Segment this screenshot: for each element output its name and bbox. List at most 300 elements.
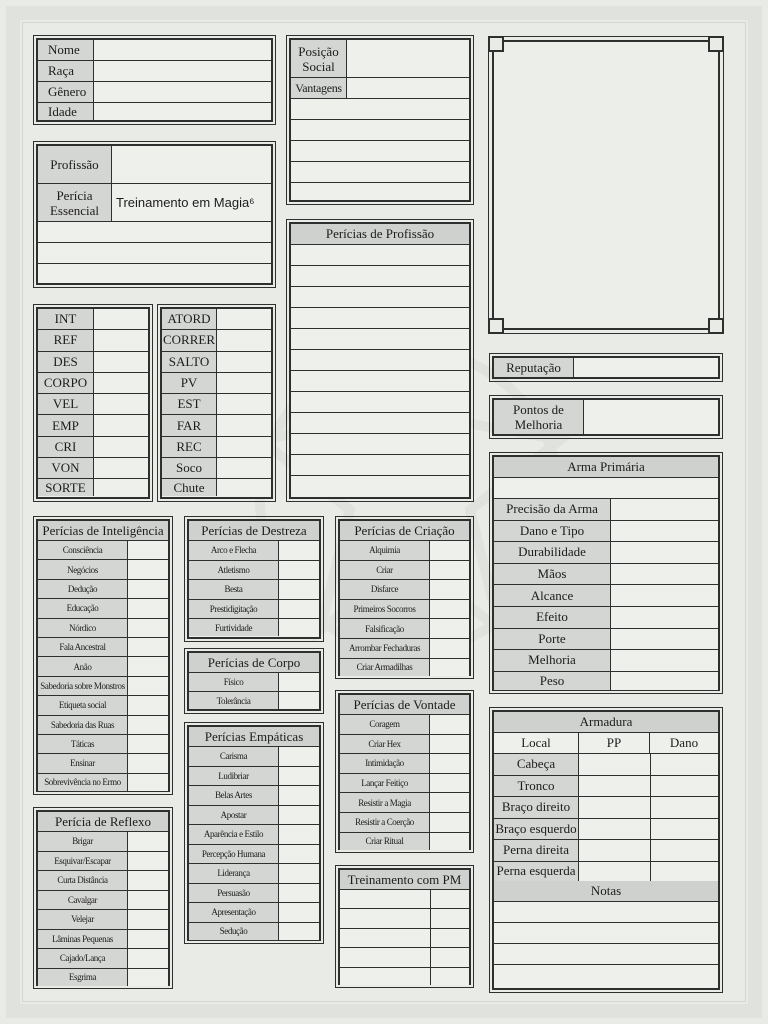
- will-skill-row: [340, 833, 469, 850]
- will-skill-row: [340, 754, 469, 774]
- stat-value-field[interactable]: [94, 479, 148, 496]
- intelligence-skill-label: Consciência: [38, 541, 128, 559]
- profession-skill-line[interactable]: [291, 350, 469, 371]
- profession-skill-line[interactable]: [291, 308, 469, 329]
- stat-row: [38, 415, 148, 436]
- intelligence-skill-label: Etiqueta social: [38, 696, 128, 714]
- will-skill-value-field[interactable]: [430, 813, 469, 832]
- intelligence-skill-value-field[interactable]: [128, 716, 168, 734]
- reflex-skill-value-field[interactable]: [128, 930, 168, 949]
- stat-value-field[interactable]: [94, 373, 148, 393]
- reflex-skill-label: Brigar: [38, 832, 128, 851]
- empathy-skill-row: [189, 825, 319, 845]
- empathy-skill-label: Carisma: [189, 747, 279, 766]
- empathy-skill-value-field[interactable]: [279, 825, 319, 844]
- weapon-attr-label: Durabilidade: [494, 542, 611, 563]
- stat-label: INT: [38, 309, 94, 329]
- stat-value-field[interactable]: [94, 309, 148, 329]
- profession-skill-line[interactable]: [291, 455, 469, 476]
- weapon-attr-label: Mãos: [494, 564, 611, 585]
- reflex-skill-value-field[interactable]: [128, 949, 168, 968]
- notes-line[interactable]: [494, 923, 718, 944]
- body-skills-box: [187, 651, 321, 711]
- profession-line[interactable]: [38, 243, 271, 264]
- reflex-skill-row: [38, 910, 168, 930]
- reflex-skill-row: [38, 930, 168, 950]
- weapon-box: [492, 455, 720, 691]
- derived-stat-value-field[interactable]: [217, 330, 271, 350]
- stat-row: [38, 458, 148, 479]
- portrait-frame[interactable]: [492, 40, 720, 330]
- derived-stat-row: [162, 394, 271, 415]
- reflex-skill-value-field[interactable]: [128, 871, 168, 890]
- intelligence-skill-row: [38, 619, 168, 638]
- armor-location-value-field[interactable]: [579, 840, 651, 861]
- will-skills-box: [338, 693, 471, 850]
- intelligence-skill-label: Anão: [38, 657, 128, 675]
- stat-value-field[interactable]: [94, 458, 148, 478]
- derived-stat-value-field[interactable]: [217, 479, 271, 496]
- stat-row: [38, 479, 148, 496]
- empathy-skill-label: Persuasão: [189, 884, 279, 903]
- intelligence-skill-label: Ensinar: [38, 754, 128, 772]
- will-title: Perícias de Vontade: [340, 695, 469, 715]
- dexterity-skill-value-field[interactable]: [279, 619, 319, 636]
- weapon-attr-label: Efeito: [494, 607, 611, 628]
- pm-training-value-field-2[interactable]: [431, 890, 469, 908]
- label-pericia-essencial: Perícia Essencial: [38, 184, 112, 221]
- crafting-skill-value-field[interactable]: [430, 580, 469, 599]
- nome-field[interactable]: [94, 40, 271, 60]
- crafting-skill-value-field[interactable]: [430, 659, 469, 676]
- reflex-skill-label: Cajado/Lança: [38, 949, 128, 968]
- derived-stats-box: [160, 307, 273, 499]
- profession-skill-line[interactable]: [291, 329, 469, 350]
- stat-label: VON: [38, 458, 94, 478]
- empathy-skill-value-field[interactable]: [279, 923, 319, 940]
- idade-field[interactable]: [94, 103, 271, 120]
- dexterity-skill-value-field[interactable]: [279, 580, 319, 599]
- dexterity-skill-value-field[interactable]: [279, 600, 319, 619]
- empathy-skill-row: [189, 884, 319, 904]
- empathy-skill-value-field[interactable]: [279, 747, 319, 766]
- profession-skill-line[interactable]: [291, 266, 469, 287]
- will-skill-label: Resistir a Coerção: [340, 813, 430, 832]
- stats-box: [36, 307, 150, 499]
- label-vantagens: Vantagens: [291, 78, 347, 98]
- armor-location-value-field-2[interactable]: [651, 840, 718, 861]
- intelligence-skill-label: Sabedoria das Ruas: [38, 716, 128, 734]
- empathy-skill-value-field[interactable]: [279, 884, 319, 903]
- profession-skills-box: [289, 222, 471, 499]
- reflex-skill-label: Lâminas Pequenas: [38, 930, 128, 949]
- will-skill-row: [340, 774, 469, 794]
- profession-skill-line[interactable]: [291, 245, 469, 266]
- armor-location-value-field[interactable]: [579, 797, 651, 818]
- crafting-skill-row: [340, 561, 469, 581]
- weapon-attr-value-field[interactable]: [611, 672, 718, 690]
- body-skill-value-field[interactable]: [279, 673, 319, 691]
- reflex-skill-value-field[interactable]: [128, 891, 168, 910]
- weapon-attr-label: Dano e Tipo: [494, 521, 611, 542]
- stat-label: EMP: [38, 415, 94, 435]
- body-skill-label: Físico: [189, 673, 279, 691]
- weapon-attr-row: [494, 499, 718, 521]
- stat-value-field[interactable]: [94, 437, 148, 457]
- weapon-title: Arma Primária: [494, 457, 718, 478]
- stat-value-field[interactable]: [94, 415, 148, 435]
- weapon-attr-value-field[interactable]: [611, 629, 718, 650]
- intelligence-skill-value-field[interactable]: [128, 619, 168, 637]
- derived-stat-value-field[interactable]: [217, 415, 271, 435]
- vantagens-line[interactable]: [291, 162, 469, 183]
- body-title: Perícias de Corpo: [189, 653, 319, 673]
- empathy-skills-box: [187, 725, 321, 941]
- intelligence-skill-value-field[interactable]: [128, 774, 168, 791]
- body-skill-row: [189, 673, 319, 692]
- intelligence-skill-row: [38, 560, 168, 579]
- genero-field[interactable]: [94, 82, 271, 102]
- weapon-attr-value-field[interactable]: [611, 585, 718, 606]
- crafting-skill-label: Primeiros Socorros: [340, 600, 430, 619]
- will-skill-row: [340, 813, 469, 833]
- intelligence-skill-label: Educação: [38, 599, 128, 617]
- body-skill-label: Tolerância: [189, 692, 279, 709]
- weapon-attr-row: [494, 672, 718, 690]
- derived-stat-value-field[interactable]: [217, 309, 271, 329]
- weapon-attr-row: [494, 564, 718, 586]
- stat-row: [38, 309, 148, 330]
- will-skill-value-field[interactable]: [430, 735, 469, 754]
- notes-line[interactable]: [494, 944, 718, 965]
- reflex-skill-value-field[interactable]: [128, 832, 168, 851]
- profession-line[interactable]: [38, 264, 271, 283]
- will-skill-value-field[interactable]: [430, 793, 469, 812]
- will-skill-label: Criar Hex: [340, 735, 430, 754]
- notes-line[interactable]: [494, 965, 718, 983]
- reflex-skill-row: [38, 832, 168, 852]
- label-reputacao: Reputação: [494, 358, 574, 377]
- dexterity-skill-row: [189, 580, 319, 600]
- will-skill-row: [340, 735, 469, 755]
- empathy-skill-row: [189, 923, 319, 940]
- posicao-social-field[interactable]: [347, 40, 469, 77]
- pm-training-box: [338, 868, 471, 985]
- reflex-skill-value-field[interactable]: [128, 910, 168, 929]
- empathy-skill-label: Ludibriar: [189, 767, 279, 786]
- stat-value-field[interactable]: [94, 394, 148, 414]
- empathy-skill-value-field[interactable]: [279, 767, 319, 786]
- vantagens-line[interactable]: [291, 99, 469, 120]
- profession-skill-line[interactable]: [291, 413, 469, 434]
- stat-label: SORTE: [38, 479, 94, 496]
- derived-stat-row: [162, 352, 271, 373]
- pm-training-value-field-2[interactable]: [431, 929, 469, 947]
- pm-training-row: [340, 909, 469, 928]
- pm-training-value-field-2[interactable]: [431, 909, 469, 927]
- reflex-skills-box: [36, 810, 170, 986]
- derived-stat-value-field[interactable]: [217, 373, 271, 393]
- reflex-skill-label: Velejar: [38, 910, 128, 929]
- intelligence-skill-value-field[interactable]: [128, 541, 168, 559]
- intelligence-skill-value-field[interactable]: [128, 599, 168, 617]
- frame-corner: [488, 318, 504, 334]
- armor-location-value-field-2[interactable]: [651, 776, 718, 797]
- derived-stat-label: REC: [162, 437, 217, 457]
- profession-skill-line[interactable]: [291, 476, 469, 496]
- intelligence-skill-label: Negócios: [38, 560, 128, 578]
- empathy-skill-row: [189, 747, 319, 767]
- vantagens-line[interactable]: [291, 141, 469, 162]
- empathy-skill-value-field[interactable]: [279, 845, 319, 864]
- dexterity-skill-value-field[interactable]: [279, 541, 319, 560]
- will-skill-value-field[interactable]: [430, 774, 469, 793]
- armor-location-value-field[interactable]: [579, 819, 651, 840]
- empathy-skill-row: [189, 786, 319, 806]
- pm-training-row: [340, 948, 469, 967]
- reflex-skill-value-field[interactable]: [128, 969, 168, 986]
- intelligence-skill-label: Nórdico: [38, 619, 128, 637]
- crafting-skills-box: [338, 519, 471, 676]
- empathy-skill-value-field[interactable]: [279, 903, 319, 922]
- will-skill-label: Resistir a Magia: [340, 793, 430, 812]
- reflex-skill-row: [38, 871, 168, 891]
- pm-training-value-field[interactable]: [340, 968, 431, 985]
- intelligence-skill-label: Táticas: [38, 735, 128, 753]
- crafting-skill-value-field[interactable]: [430, 600, 469, 619]
- crafting-skill-value-field[interactable]: [430, 639, 469, 658]
- derived-stat-row: [162, 330, 271, 351]
- profession-skill-line[interactable]: [291, 434, 469, 455]
- identity-box: [36, 38, 273, 122]
- pm-training-value-field[interactable]: [340, 890, 431, 908]
- dexterity-skill-label: Arco e Flecha: [189, 541, 279, 560]
- profession-line[interactable]: [38, 222, 271, 243]
- stat-label: DES: [38, 352, 94, 372]
- notes-title: Notas: [494, 881, 718, 902]
- crafting-skill-row: [340, 600, 469, 620]
- intelligence-skills-box: [36, 519, 170, 792]
- stat-label: REF: [38, 330, 94, 350]
- weapon-attr-label: Precisão da Arma: [494, 499, 611, 520]
- crafting-skill-row: [340, 541, 469, 561]
- stat-row: [38, 394, 148, 415]
- pm-training-value-field-2[interactable]: [431, 968, 469, 985]
- intelligence-skill-row: [38, 580, 168, 599]
- intelligence-skill-value-field[interactable]: [128, 696, 168, 714]
- intelligence-skill-row: [38, 541, 168, 560]
- armor-col-local: Local: [494, 733, 579, 753]
- weapon-attr-row: [494, 585, 718, 607]
- vantagens-field[interactable]: [347, 78, 469, 98]
- profissao-field[interactable]: [112, 146, 271, 183]
- empathy-skill-value-field[interactable]: [279, 806, 319, 825]
- intelligence-skill-row: [38, 754, 168, 773]
- derived-stat-label: ATORD: [162, 309, 217, 329]
- crafting-skill-row: [340, 659, 469, 676]
- stat-value-field[interactable]: [94, 352, 148, 372]
- intelligence-skill-row: [38, 716, 168, 735]
- stat-label: CRI: [38, 437, 94, 457]
- dexterity-skill-label: Atletismo: [189, 561, 279, 580]
- armor-location-value-field-2[interactable]: [651, 797, 718, 818]
- dexterity-skill-label: Furtividade: [189, 619, 279, 636]
- weapon-attr-value-field[interactable]: [611, 499, 718, 520]
- pm-training-value-field[interactable]: [340, 929, 431, 947]
- armor-location-value-field[interactable]: [579, 776, 651, 797]
- pm-training-row: [340, 929, 469, 948]
- armor-location-row: [494, 819, 718, 841]
- social-box: [289, 38, 471, 202]
- pm-training-value-field[interactable]: [340, 909, 431, 927]
- intelligence-skill-row: [38, 735, 168, 754]
- derived-stat-label: Soco: [162, 458, 217, 478]
- profession-skill-line[interactable]: [291, 371, 469, 392]
- derived-stat-value-field[interactable]: [217, 437, 271, 457]
- improvement-box: [492, 398, 720, 436]
- pm-training-value-field-2[interactable]: [431, 948, 469, 966]
- raca-field[interactable]: [94, 61, 271, 81]
- weapon-attr-label: Porte: [494, 629, 611, 650]
- armor-location-value-field[interactable]: [579, 754, 651, 775]
- weapon-attr-value-field[interactable]: [611, 650, 718, 671]
- empathy-title: Perícias Empáticas: [189, 727, 319, 747]
- armor-location-label: Tronco: [494, 776, 579, 797]
- armor-location-value-field-2[interactable]: [651, 819, 718, 840]
- empathy-skill-row: [189, 806, 319, 826]
- empathy-skill-value-field[interactable]: [279, 786, 319, 805]
- derived-stat-label: SALTO: [162, 352, 217, 372]
- armor-location-row: [494, 776, 718, 798]
- body-skill-row: [189, 692, 319, 709]
- dexterity-skill-label: Prestidigitação: [189, 600, 279, 619]
- empathy-skill-value-field[interactable]: [279, 864, 319, 883]
- pm-training-value-field[interactable]: [340, 948, 431, 966]
- armor-location-value-field-2[interactable]: [651, 862, 718, 881]
- empathy-skill-label: Apostar: [189, 806, 279, 825]
- crafting-skill-value-field[interactable]: [430, 619, 469, 638]
- weapon-attr-value-field[interactable]: [611, 542, 718, 563]
- derived-stat-value-field[interactable]: [217, 458, 271, 478]
- will-skill-row: [340, 793, 469, 813]
- dexterity-skill-value-field[interactable]: [279, 561, 319, 580]
- empathy-skill-label: Sedução: [189, 923, 279, 940]
- derived-stat-value-field[interactable]: [217, 352, 271, 372]
- will-skill-value-field[interactable]: [430, 833, 469, 850]
- intelligence-skill-value-field[interactable]: [128, 754, 168, 772]
- empathy-skill-row: [189, 845, 319, 865]
- intelligence-skill-value-field[interactable]: [128, 580, 168, 598]
- armor-location-label: Perna direita: [494, 840, 579, 861]
- empathy-skill-label: Apresentação: [189, 903, 279, 922]
- vantagens-line[interactable]: [291, 120, 469, 141]
- armor-location-row: [494, 754, 718, 776]
- intelligence-skill-value-field[interactable]: [128, 560, 168, 578]
- weapon-attr-value-field[interactable]: [611, 521, 718, 542]
- derived-stat-row: [162, 415, 271, 436]
- reputation-box: [492, 356, 720, 379]
- stat-row: [38, 373, 148, 394]
- weapon-name-field[interactable]: [494, 478, 718, 499]
- intelligence-skill-value-field[interactable]: [128, 657, 168, 675]
- frame-corner: [708, 36, 724, 52]
- profession-skill-line[interactable]: [291, 287, 469, 308]
- empathy-skill-row: [189, 767, 319, 787]
- derived-stat-value-field[interactable]: [217, 394, 271, 414]
- armor-location-label: Braço esquerdo: [494, 819, 579, 840]
- intelligence-skill-value-field[interactable]: [128, 677, 168, 695]
- armor-location-value-field[interactable]: [579, 862, 651, 881]
- crafting-skill-label: Criar Armadilhas: [340, 659, 430, 676]
- will-skill-value-field[interactable]: [430, 754, 469, 773]
- intelligence-skill-value-field[interactable]: [128, 735, 168, 753]
- intelligence-skill-row: [38, 696, 168, 715]
- derived-stat-label: PV: [162, 373, 217, 393]
- notes-line[interactable]: [494, 902, 718, 923]
- armor-location-value-field-2[interactable]: [651, 754, 718, 775]
- stat-row: [38, 437, 148, 458]
- intelligence-skill-value-field[interactable]: [128, 638, 168, 656]
- armor-col-pp: PP: [579, 733, 650, 753]
- intelligence-skill-label: Sabedoria sobre Monstros: [38, 677, 128, 695]
- dexterity-skill-row: [189, 600, 319, 620]
- crafting-skill-value-field[interactable]: [430, 561, 469, 580]
- will-skill-value-field[interactable]: [430, 715, 469, 734]
- derived-stat-row: [162, 373, 271, 394]
- derived-stat-row: [162, 479, 271, 496]
- will-skill-label: Coragem: [340, 715, 430, 734]
- weapon-attr-label: Peso: [494, 672, 611, 690]
- frame-corner: [488, 36, 504, 52]
- armor-title: Armadura: [494, 712, 718, 733]
- profession-skill-line[interactable]: [291, 392, 469, 413]
- crafting-skill-label: Falsificação: [340, 619, 430, 638]
- reputacao-field[interactable]: [574, 358, 718, 377]
- derived-stat-label: CORRER: [162, 330, 217, 350]
- crafting-title: Perícias de Criação: [340, 521, 469, 541]
- crafting-skill-label: Criar: [340, 561, 430, 580]
- intelligence-skill-label: Sobrevivência no Ermo: [38, 774, 128, 791]
- weapon-attr-value-field[interactable]: [611, 564, 718, 585]
- crafting-skill-row: [340, 639, 469, 659]
- reflex-skill-label: Cavalgar: [38, 891, 128, 910]
- armor-location-label: Braço direito: [494, 797, 579, 818]
- pm-training-row: [340, 890, 469, 909]
- armor-box: [492, 710, 720, 990]
- dexterity-skill-row: [189, 561, 319, 581]
- pericia-essencial-value[interactable]: Treinamento em Magia⁶: [112, 184, 271, 221]
- stat-value-field[interactable]: [94, 330, 148, 350]
- will-skill-label: Criar Ritual: [340, 833, 430, 850]
- label-genero: Gênero: [38, 82, 94, 102]
- body-skill-value-field[interactable]: [279, 692, 319, 709]
- derived-stat-label: FAR: [162, 415, 217, 435]
- weapon-attr-value-field[interactable]: [611, 607, 718, 628]
- label-profissao: Profissão: [38, 146, 112, 183]
- profession-box: [36, 144, 273, 285]
- empathy-skill-row: [189, 903, 319, 923]
- reflex-skill-value-field[interactable]: [128, 852, 168, 871]
- reflex-skill-row: [38, 852, 168, 872]
- armor-location-row: [494, 797, 718, 819]
- armor-location-row: [494, 862, 718, 881]
- empathy-skill-label: Aparência e Estilo: [189, 825, 279, 844]
- stat-row: [38, 330, 148, 351]
- crafting-skill-value-field[interactable]: [430, 541, 469, 560]
- vantagens-line[interactable]: [291, 183, 469, 200]
- pontos-melhoria-field[interactable]: [584, 400, 718, 434]
- empathy-skill-label: Percepção Humana: [189, 845, 279, 864]
